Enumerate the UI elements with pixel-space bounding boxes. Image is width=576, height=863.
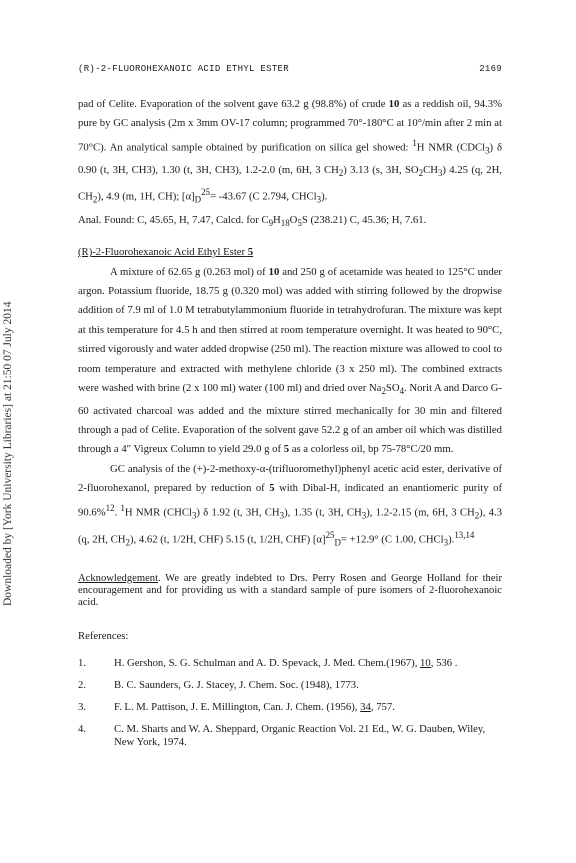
reference-item: 3. F. L. M. Pattison, J. E. Millington, Can. J. Chem. (1956), 34, 757.: [78, 701, 395, 714]
paragraph-crude-product: pad of Celite. Evaporation of the solvent gave 63.2 g (98.8%) of crude 10 as a reddish oil, 94.3% pure by GC analysis (2m x 3mm OV-17 column; programmed 70°-180°C at 10°/min after 2 min at 70°C). An analytical sample obtained by purification on silica gel showed: $^1$H NMR (CDCl$_3$) δ 0.90 (t, 3H, CH3), 1.30 (t, 3H, CH3), 1.2-2.0 (m, 6H, 3 $CH_2$) 3.13 (s, 3H, $SO_2CH_3$) 4.25 (q, 2H, $CH_2$), 4.9 (m, 1H, CH); $[\alpha]_D^{25}= -43.67$ (C 2.794, CHCl$_3$).: [78, 98, 502, 206]
reference-item: 4. C. M. Sharts and W. A. Sheppard, Organic Reaction Vol. 21 Ed., W. G. Dauben, Wiley, New York, 1974.: [78, 723, 486, 748]
section-compound-number: 5: [247, 246, 254, 259]
compound-number: 10: [388, 98, 400, 110]
article-body: [78, 95, 502, 758]
section-heading: (R)-2-Fluorohexanoic Acid Ethyl Ester 5: [78, 246, 254, 259]
references-list: [78, 657, 502, 748]
page-number: 2169: [479, 64, 502, 74]
running-title: (R)-2-FLUOROHEXANOIC ACID ETHYL ESTER: [78, 64, 289, 74]
paragraph-gc-analysis: GC analysis of the (+)-2-methoxy-α-(trifluoromethyl)phenyl acetic acid ester, derivative of 2-fluorohexanol, prepared by reduction of 5 with Dibal-H, indicated an enantiomeric purity of 90.6%$^{12}$. $^1$H NMR (CHCl$_3$) δ 1.92 (t, 3H, $CH_3$), 1.35 (t, 3H, $CH_3$), 1.2-2.15 (m, 6H, 3 $CH_2$), 4.3 (q, 2H, $CH_2$), 4.62 (t, 1/2H, CHF) 5.15 (t, 1/2H, CHF) $[\alpha]^{25}_D= +12.9^\circ$ (C 1.00, CHCl$_3$).$^{13,14}$: [78, 462, 502, 548]
download-watermark: Downloaded by [York University Libraries] at 21:50 07 July 2014: [2, 301, 14, 606]
acknowledgement: Acknowledgement. We are greatly indebted to Drs. Perry Rosen and George Holland for their encouragement and for providing us with a standard sample of pure isomers of 2-fluorohexanoic acid.: [78, 572, 502, 609]
reference-item: 2. B. C. Saunders, G. J. Stacey, J. Chem. Soc. (1948), 1773.: [78, 678, 359, 691]
elemental-analysis: Anal. Found: C, 45.65, H, 7.47, Calcd. for $C_9H_{18}O_5S$ (238.21) C, 45.36; H, 7.61.: [78, 213, 427, 228]
acknowledgement-label: Acknowledgement: [78, 572, 159, 584]
running-header: [78, 64, 502, 74]
references-heading: References:: [78, 630, 129, 643]
reference-item: 1. H. Gershon, S. G. Schulman and A. D. Spevack, J. Med. Chem.(1967), 10, 536 .: [78, 656, 458, 669]
paragraph-procedure: A mixture of 62.65 g (0.263 mol) of 10 and 250 g of acetamide was heated to 125°C under argon. Potassium fluoride, 18.75 g (0.320 mol) was added with stirring followed by the dropwise addition of 7.9 ml of 1.0 M tetrabutylammonium fluoride in tetrahydrofuran. The mixture was kept at this temperature for 4.5 h and then stirred at room temperature overnight. It was heated to 90°C, stirred vigorously and water added dropwise (250 ml). The reaction mixture was allowed to cool to room temperature and extracted with methylene chloride (3 x 250 ml). The combined extracts were washed with brine (2 x 100 ml) water (100 ml) and dried over $Na_2SO_4$. Norit A and Darco G-60 activated charcoal was added and the mixture stirred mechanically for 30 min and filtered through a pad of Celite. Evaporation of the solvent gave 52.2 g of an amber oil which was distilled through a 4" Vigreux Column to yield 29.0 g of 5 as a colorless oil, bp 75-78°C/20 mm.: [78, 265, 503, 456]
